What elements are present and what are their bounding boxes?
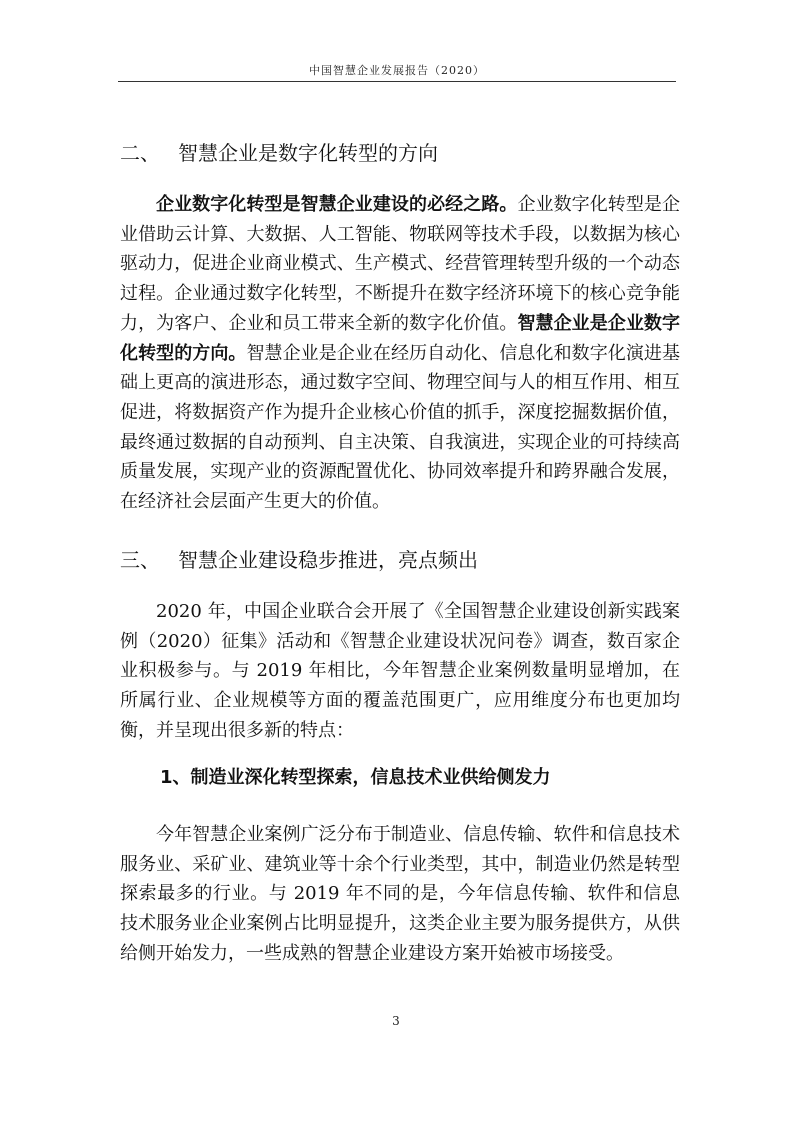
section-number: 三、 (120, 548, 160, 572)
subsection-paragraph: 今年智慧企业案例广泛分布于制造业、信息传输、软件和信息技术服务业、采矿业、建筑业等十余个行业类型，其中，制造业仍然是转型探索最多的行业。与 2019 年不同的是，今年信息传输、软件和信息技术服务业企业案例占比明显提升，这类企业主要为服务提供方，从供给侧开始发力，一些成熟的智慧企业建设方案开始被市场接受。 (120, 824, 680, 964)
section-title: 智慧企业是数字化转型的方向 (178, 141, 438, 165)
header-divider (118, 81, 676, 82)
section-2-paragraph (120, 190, 680, 517)
paragraph-text: 企业数字化转型是企业借助云计算、大数据、人工智能、物联网等技术手段，以数据为核心驱动力，促进企业商业模式、生产模式、经营管理转型升级的一个动态过程。企业通过数字化转型，不断提升在数字经济环境下的核心竞争能力，为客户、企业和员工带来全新的数字化价值。 (120, 194, 681, 334)
paragraph-text: 智慧企业是企业在经历自动化、信息化和数字化演进基础上更高的演进形态，通过数字空间、物理空间与人的相互作用、相互促进，将数据资产作为提升企业核心价值的抓手，深度挖掘数据价值，最终通过数据的自动预判、自主决策、自我演进，实现企业的可持续高质量发展，实现产业的资源配置优化、协同效率提升和跨界融合发展，在经济社会层面产生更大的价值。 (120, 342, 680, 513)
section-number: 二、 (120, 141, 160, 165)
section-3-paragraph: 2020 年，中国企业联合会开展了《全国智慧企业建设创新实践案例（2020）征集》活动和《智慧企业建设状况问卷》调查，数百家企业积极参与。与 2019 年相比，今年智慧企业案例数量明显增加，在所属行业、企业规模等方面的覆盖范围更广，应用维度分布也更加均衡，并呈现出很多新的特点： (120, 601, 680, 741)
bold-lead-sentence: 企业数字化转型是智慧企业建设的必经之路。 (156, 194, 518, 215)
subsection-heading: 1、制造业深化转型探索，信息技术业供给侧发力 (160, 767, 551, 788)
section-title: 智慧企业建设稳步推进，亮点频出 (178, 548, 478, 572)
section-heading-3 (120, 547, 680, 573)
page-number: 3 (392, 1014, 400, 1028)
running-header: 中国智慧企业发展报告（2020） (309, 64, 485, 77)
bold-key-sentence: 智慧企业是企业数字化转型的方向。 (120, 312, 681, 364)
section-heading-2 (120, 140, 680, 166)
